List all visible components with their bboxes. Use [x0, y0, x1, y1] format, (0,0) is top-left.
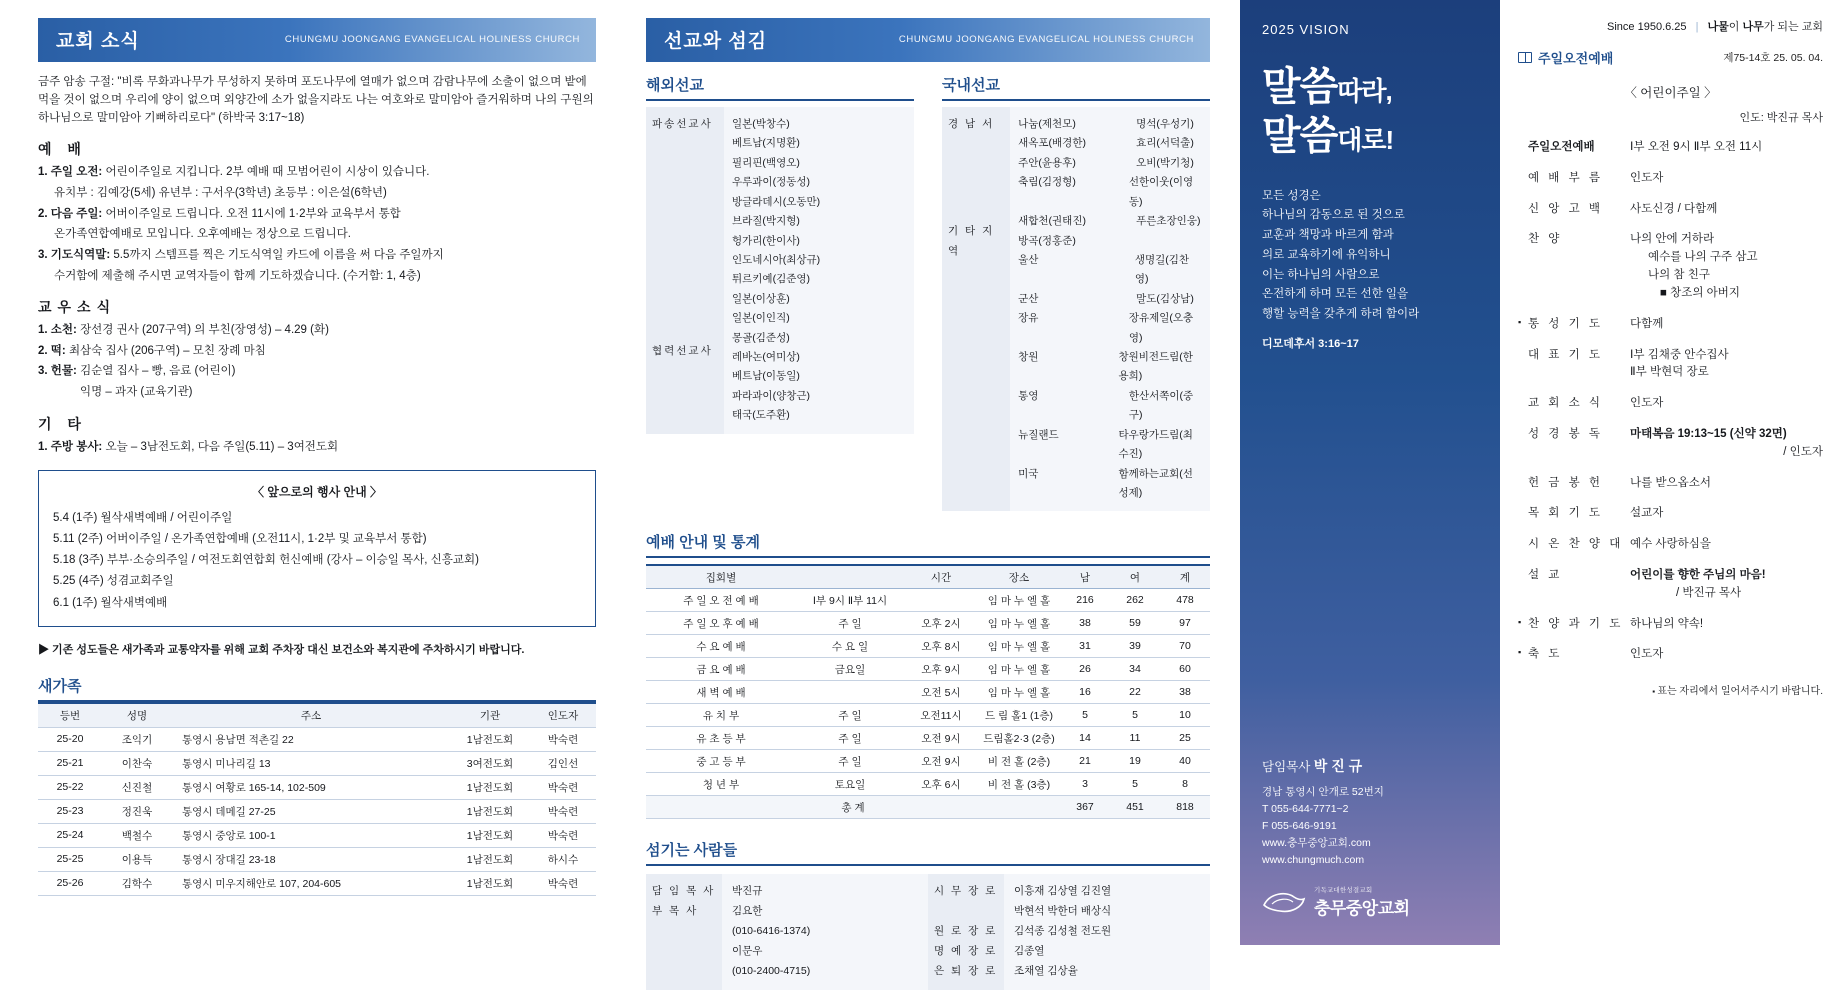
- order-label: 신 앙 고 백: [1528, 202, 1604, 215]
- group-items-worship: [38, 163, 596, 285]
- event-line: 5.11 (2주) 어버이주일 / 온가족연합예배 (오전11시, 1·2부 및 교육부서 통합): [53, 532, 427, 545]
- row-label: 부 목 사: [652, 905, 699, 918]
- mission-pair: 나눔(제천모) 명석(우성기): [1018, 118, 1194, 130]
- order-label: 목 회 기 도: [1528, 507, 1604, 520]
- list-item: [38, 321, 596, 340]
- missionary-name: 베트남(지명환): [732, 137, 800, 150]
- order-row: ▪ 통 성 기 도 다함께: [1518, 316, 1823, 334]
- overseas-names: [724, 107, 828, 434]
- table-row: 25-25 이용득 통영시 장대길 23-18 1남전도회 하시수: [38, 847, 596, 871]
- order-row: 설 교 어린이를 향한 주님의 마음! / 박진규 목사: [1518, 567, 1823, 603]
- row-label: 파송선교사: [652, 118, 713, 130]
- mission-pair: 방곡(정홍준): [1018, 234, 1076, 247]
- people-left-values: 박진규 김요한 (010-6416-1374) 이문우 (010-2400-4715): [732, 885, 811, 978]
- order-label: 예 배 부 름: [1528, 171, 1604, 184]
- col-header: [796, 565, 904, 589]
- missionary-name: 레바논(여미상): [732, 351, 800, 364]
- missionary-name: 파라과이(양창근): [732, 389, 810, 402]
- event-line: 5.4 (1주) 월삭새벽예배 / 어린이주일: [53, 511, 233, 524]
- mission-pair: 창원 창원비전드림(한용희): [1018, 351, 1193, 383]
- item-number: 1.: [38, 440, 48, 453]
- people-right-values: 이흥재 김상열 김진열 박현석 박한더 배상식 김석종 김성철 전도원 김종열 조채열 김상율: [1014, 885, 1112, 978]
- item-text: 5.5까지 스템프를 찍은 기도식역일 카드에 이름을 써 다음 주일까지: [113, 248, 444, 261]
- website-link-1[interactable]: www.충무중앙교회.com: [1262, 837, 1371, 849]
- item-text: 장선경 권사 (207구역) 의 부친(장영성) – 4.29 (화): [80, 324, 329, 337]
- stats-title: 예배 안내 및 통계: [646, 534, 760, 552]
- order-row: 예 배 부 름 인도자: [1518, 170, 1823, 188]
- mission-pair: 축림(김정형) 선한이웃(이영동): [1018, 176, 1194, 208]
- order-row: ▪ 찬 양 과 기 도 하나님의 약속!: [1518, 616, 1823, 634]
- item-lead: 기도식역말:: [50, 248, 111, 261]
- since-slogan: Since 1950.6.25 | 나물이 나무가 되는 교회: [1607, 21, 1823, 33]
- group-title-etc: 기 타: [38, 415, 87, 432]
- overseas-labels: [646, 107, 724, 434]
- section-header-church-news: [38, 18, 596, 62]
- serving-people: [646, 839, 1210, 990]
- missionary-name: 우루과이(정동성): [732, 176, 810, 189]
- order-label: ▪ 찬 양 과 기 도: [1518, 616, 1630, 634]
- order-label: 시 온 찬 양 대: [1528, 538, 1624, 551]
- col-header: 등번: [38, 703, 102, 728]
- item-lead: 소천:: [50, 324, 77, 337]
- item-number: 1.: [38, 324, 48, 337]
- church-contact: [1262, 756, 1410, 919]
- order-row: 목 회 기 도 설교자: [1518, 505, 1823, 523]
- standing-note: ▪ 표는 자리에서 일어서주시기 바랍니다.: [1518, 682, 1823, 697]
- row-label: 명 예 장 로: [934, 945, 998, 958]
- table-row: 25-22 신진철 통영시 여황로 165-14, 102-509 1남전도회 박숙련: [38, 775, 596, 799]
- section-title: 선교와 섬김: [664, 31, 768, 52]
- column-mission-service: [620, 0, 1240, 978]
- domestic-labels: [942, 107, 1010, 511]
- events-title: 〈 앞으로의 행사 안내 〉: [251, 485, 383, 500]
- domestic-mission: [942, 74, 1210, 511]
- group-title-members: 교우소식: [38, 299, 117, 316]
- col-header: 성명: [102, 703, 172, 728]
- row-label: 담 임 목 사: [652, 885, 716, 898]
- mission-pair: 뉴질랜드 타우랑가드림(최수진): [1018, 428, 1193, 461]
- col-header: 주소: [172, 703, 450, 728]
- item-lead: 떡:: [50, 344, 66, 357]
- item-number: 2.: [38, 344, 48, 357]
- service-times-label: 주일오전예배: [1528, 141, 1595, 153]
- group-title-worship: 예 배: [38, 141, 87, 158]
- item-text: 오늘 – 3남전도회, 다음 주일(5.11) – 3여전도회: [105, 440, 339, 453]
- order-row: 찬 양 나의 안에 거하라 예수를 나의 구주 삼고 나의 참 친구 ■ 창조의 아버지: [1518, 231, 1823, 302]
- logo-denomination: 기독교대한성결교회: [1314, 887, 1373, 894]
- table-row: 수 요 예 배 수 요 일 오후 8시 임 마 누 엘 홀 31 39 70: [646, 635, 1210, 658]
- divider: |: [1695, 21, 1699, 33]
- missionary-name: 브라질(박지형): [732, 215, 800, 228]
- row-label: 시 무 장 로: [934, 885, 998, 898]
- event-line: 5.25 (4주) 성겸교회주일: [53, 575, 174, 588]
- row-label: 경 남 서: [948, 118, 995, 130]
- item-text: 어버이주일로 드립니다. 오전 11시에 1·2부와 교육부서 통합: [105, 207, 401, 220]
- table-header-row: [646, 565, 1210, 589]
- list-subitem: 수거함에 제출해 주시면 교역자들이 함께 기도하겠습니다. (수거함: 1, 4층): [54, 269, 421, 282]
- item-lead: 헌물:: [50, 365, 77, 378]
- divider: [646, 99, 914, 101]
- section-subtitle: CHUNGMU JOONGANG EVANGELICAL HOLINESS CHURCH: [898, 34, 1194, 45]
- list-item: [38, 362, 596, 381]
- mission-pair: 새옥포(배경한) 효리(서덕출): [1018, 137, 1194, 150]
- order-label: ▪ 축 도: [1518, 646, 1630, 664]
- column-church-news: [0, 0, 620, 945]
- people-table: [646, 874, 1210, 990]
- new-family-table: [38, 702, 596, 896]
- order-label: 교 회 소 식: [1528, 397, 1604, 410]
- sunday-theme: 〈 어린이주일 〉: [1624, 86, 1717, 100]
- item-number: 3.: [38, 248, 48, 261]
- table-row: 중 고 등 부 주 일 오전 9시 비 전 홀 (2층) 21 19 40: [646, 750, 1210, 773]
- section-subtitle: CHUNGMU JOONGANG EVANGELICAL HOLINESS CHURCH: [284, 34, 580, 45]
- upcoming-events-box: [38, 470, 596, 627]
- pastor-line: 담임목사 박 진 규: [1262, 758, 1363, 774]
- missionary-name: 일본(이인직): [732, 312, 790, 325]
- vision-year-label: 2025 VISION: [1262, 22, 1350, 37]
- missionary-name: 베트남(이동일): [732, 370, 800, 383]
- divider: [646, 556, 1210, 558]
- missionary-name: 튀르키예(김준영): [732, 273, 810, 286]
- item-lead: 다음 주일:: [50, 207, 103, 220]
- order-row: 대 표 기 도 Ⅰ부 김채중 안수집사 Ⅱ부 박현덕 장로: [1518, 347, 1823, 383]
- event-line: 6.1 (1주) 월삭새벽예배: [53, 596, 168, 609]
- logo-church-name: 충무중앙교회: [1314, 899, 1410, 918]
- worship-statistics: [646, 531, 1210, 819]
- domestic-title: 국내선교: [942, 77, 1000, 94]
- item-lead: 주일 오전:: [50, 166, 103, 179]
- missionary-name: 일본(이상훈): [732, 292, 790, 305]
- new-family-title: 새가족: [38, 677, 82, 695]
- table-row: 25-21 이찬숙 통영시 미나리길 13 3여전도회 김인선: [38, 751, 596, 775]
- overseas-mission: [646, 74, 914, 511]
- mission-pair: 주안(윤용후) 오비(박기청): [1018, 156, 1194, 169]
- table-row: 금 요 예 배 금요일 오후 9시 임 마 누 엘 홀 26 34 60: [646, 658, 1210, 681]
- table-row: 유 초 등 부 주 일 오전 9시 드림홀2·3 (2층) 14 11 25: [646, 727, 1210, 750]
- book-icon: [1518, 52, 1532, 63]
- table-row: 새 벽 예 배 오전 5시 임 마 누 엘 홀 16 22 38: [646, 681, 1210, 704]
- mission-columns: [646, 74, 1210, 511]
- list-item: [38, 246, 596, 265]
- order-label: 헌 금 봉 헌: [1528, 476, 1604, 489]
- table-row: 주 일 오 전 예 배 Ⅰ부 9시 Ⅱ부 11시 임 마 누 엘 홀 216 262 478: [646, 589, 1210, 612]
- list-subitem: 유치부 : 김예강(5세) 유년부 : 구서우(3학년) 초등부 : 이은설(6학년): [54, 187, 387, 200]
- group-items-members: [38, 321, 596, 402]
- new-family-section: [38, 675, 596, 896]
- section-header-mission: [646, 18, 1210, 62]
- service-name: 주일오전예배: [1518, 48, 1613, 67]
- item-text: 최삼숙 집사 (206구역) – 모친 장례 마침: [68, 344, 266, 357]
- missionary-name: 필리핀(백영오): [732, 156, 800, 169]
- domestic-names: [1010, 107, 1210, 511]
- col-header: 계: [1160, 565, 1210, 589]
- list-item: [38, 342, 596, 361]
- row-label: 협력선교사: [652, 345, 713, 358]
- col-header: 집회별: [646, 565, 796, 589]
- missionary-name: 몽골(김준성): [732, 331, 790, 344]
- people-left: [646, 874, 928, 990]
- weekly-memory-verse: 금주 암송 구절: "비록 무화과나무가 무성하지 못하며 포도나무에 열매가 없으며 감람나무에 소출이 없으며 밭에 먹을 것이 없으며 우리에 양이 없으며 외양간에 소가 없을지라도 나는 여호와로 말미암아 즐거워하며 나의 구원의 하나님으로 말미암아 기뻐하리로다" (하박국 3:17~18): [38, 76, 594, 124]
- issue-and-date: 제75-14호 25. 05. 04.: [1723, 52, 1823, 64]
- order-label: 찬 양: [1528, 233, 1563, 246]
- domestic-table: [942, 107, 1210, 511]
- church-address: 경남 통영시 안개로 52번지 T 055-644-7771~2 F 055-646-9191 www.충무중앙교회.com www.chungmuch.com: [1262, 784, 1410, 869]
- table-row: 주 일 오 후 예 배 주 일 오후 2시 임 마 누 엘 홀 38 59 97: [646, 612, 1210, 635]
- mission-pair: 울산 생명길(김찬영): [1018, 253, 1190, 286]
- vision-verse: 모든 성경은 하나님의 감동으로 된 것으로 교훈과 책망과 바르게 함과 의로 교육하기에 유익하니 이는 하나님의 사람으로 온전하게 하며 모든 선한 일을 행할 능력을 갖추게 하려 함이라 디모데후서 3:16~17: [1262, 187, 1478, 354]
- table-row: 유 치 부 주 일 오전11시 드 림 홀1 (1층) 5 5 10: [646, 704, 1210, 727]
- divider: [942, 99, 1210, 101]
- missionary-name: 방글라데시(오동만): [732, 195, 821, 208]
- col-header: 장소: [978, 565, 1060, 589]
- row-label: 은 퇴 장 로: [934, 965, 998, 978]
- since-text: Since 1950.6.25: [1607, 21, 1687, 33]
- order-row: 성 경 봉 독 마태복음 19:13~15 (신약 32면) / 인도자: [1518, 426, 1823, 462]
- col-header: 남: [1060, 565, 1110, 589]
- mission-pair: 장유 장유제일(오충영): [1018, 312, 1194, 344]
- stats-table: [646, 564, 1210, 819]
- column-order-of-worship: [1500, 0, 1843, 945]
- order-row: ▪ 축 도 인도자: [1518, 646, 1823, 664]
- overseas-table: [646, 107, 914, 434]
- dove-logo-icon: [1262, 889, 1306, 915]
- order-row: 시 온 찬 양 대 예수 사랑하심을: [1518, 536, 1823, 554]
- overseas-title: 해외선교: [646, 77, 704, 94]
- people-left-labels: [646, 874, 722, 990]
- section-title: 교회 소식: [56, 31, 140, 52]
- vision-slogan-line2: 말씀대로!: [1262, 113, 1394, 158]
- order-label: 대 표 기 도: [1528, 348, 1604, 361]
- row-label: 원 로 장 로: [934, 925, 998, 938]
- item-number: 2.: [38, 207, 48, 220]
- missionary-name: 일본(박창수): [732, 118, 790, 130]
- table-row: 25-23 정진욱 통영시 데메길 27-25 1남전도회 박숙련: [38, 799, 596, 823]
- table-row: 25-26 김학수 통영시 미우지해안로 107, 204-605 1남전도회 박숙련: [38, 871, 596, 895]
- table-row: 25-24 백철수 통영시 중앙로 100-1 1남전도회 박숙련: [38, 823, 596, 847]
- col-header: 여: [1110, 565, 1160, 589]
- people-right-labels: [928, 874, 1004, 990]
- parking-notice: ▶ 기존 성도들은 새가족과 교통약자를 위해 교회 주차장 대신 보건소와 복지관에 주차하시기 바랍니다.: [38, 643, 525, 656]
- col-header: 기관: [450, 703, 530, 728]
- table-row: 청 년 부 토요일 오후 6시 비 전 홀 (3층) 3 5 8: [646, 773, 1210, 796]
- mission-pair: 군산 말도(김상남): [1018, 292, 1194, 305]
- vision-verse-ref: 디모데후서 3:16~17: [1262, 337, 1359, 350]
- order-row: 헌 금 봉 헌 나를 받으옵소서: [1518, 475, 1823, 493]
- mission-pair: 새합천(권태진) 푸른초장인웅): [1018, 215, 1201, 228]
- item-number: 3.: [38, 365, 48, 378]
- order-label: 설 교: [1528, 569, 1563, 581]
- missionary-name: 태국(도주환): [732, 409, 790, 422]
- mission-pair: 통영 한산서쪽이(중구): [1018, 389, 1194, 422]
- service-times-value: Ⅰ부 오전 9시 Ⅱ부 오전 11시: [1630, 141, 1763, 153]
- people-right: [928, 874, 1210, 990]
- group-items-etc: [38, 438, 596, 457]
- missionary-name: 인도네시아(최상규): [732, 253, 821, 266]
- list-item: [38, 163, 596, 182]
- website-link-2[interactable]: www.chungmuch.com: [1262, 854, 1365, 866]
- order-list: [1518, 170, 1823, 664]
- order-row: 신 앙 고 백 사도신경 / 다함께: [1518, 201, 1823, 219]
- item-text: 김순열 집사 – 빵, 음료 (어린이): [80, 365, 236, 378]
- order-label: ▪ 통 성 기 도: [1518, 316, 1630, 334]
- service-times-row: [1518, 139, 1823, 157]
- vision-slogan-line1: 말씀따라,: [1262, 65, 1392, 109]
- col-header: 시간: [904, 565, 978, 589]
- table-row: 25-20 조익기 통영시 용남면 적촌길 22 1남전도회 박숙련: [38, 727, 596, 751]
- list-item: [38, 205, 596, 224]
- table-header-row: [38, 703, 596, 728]
- event-line: 5.18 (3주) 부부·소승의주일 / 여전도회연합회 헌신예배 (강사 – 이승일 목사, 신흥교회): [53, 554, 479, 567]
- list-subitem: 온가족연합예배로 모입니다. 오후예배는 정상으로 드립니다.: [54, 228, 351, 241]
- divider: [646, 864, 1210, 866]
- col-header: 인도자: [530, 703, 596, 728]
- item-text: 어린이주일로 지킵니다. 2부 예배 때 모범어린이 시상이 있습니다.: [105, 166, 430, 179]
- order-label: 성 경 봉 독: [1528, 427, 1604, 440]
- table-total-row: 총 계 367 451 818: [646, 796, 1210, 819]
- church-logo: [1262, 885, 1410, 919]
- service-header: [1518, 48, 1823, 67]
- row-label: 기 타 지 역: [948, 225, 995, 257]
- item-lead: 주방 봉사:: [50, 440, 103, 453]
- worship-leader: 인도: 박진규 목사: [1739, 112, 1823, 124]
- mission-pair: 미국 함께하는교회(선성제): [1018, 467, 1193, 500]
- column-vision: [1240, 0, 1500, 945]
- people-title: 섬기는 사람들: [646, 842, 738, 860]
- list-item: [38, 438, 596, 457]
- order-row: 교 회 소 식 인도자: [1518, 395, 1823, 413]
- item-number: 1.: [38, 166, 48, 179]
- list-subitem: 익명 – 과자 (교육기관): [80, 386, 193, 399]
- missionary-name: 헝가리(한이사): [732, 234, 800, 247]
